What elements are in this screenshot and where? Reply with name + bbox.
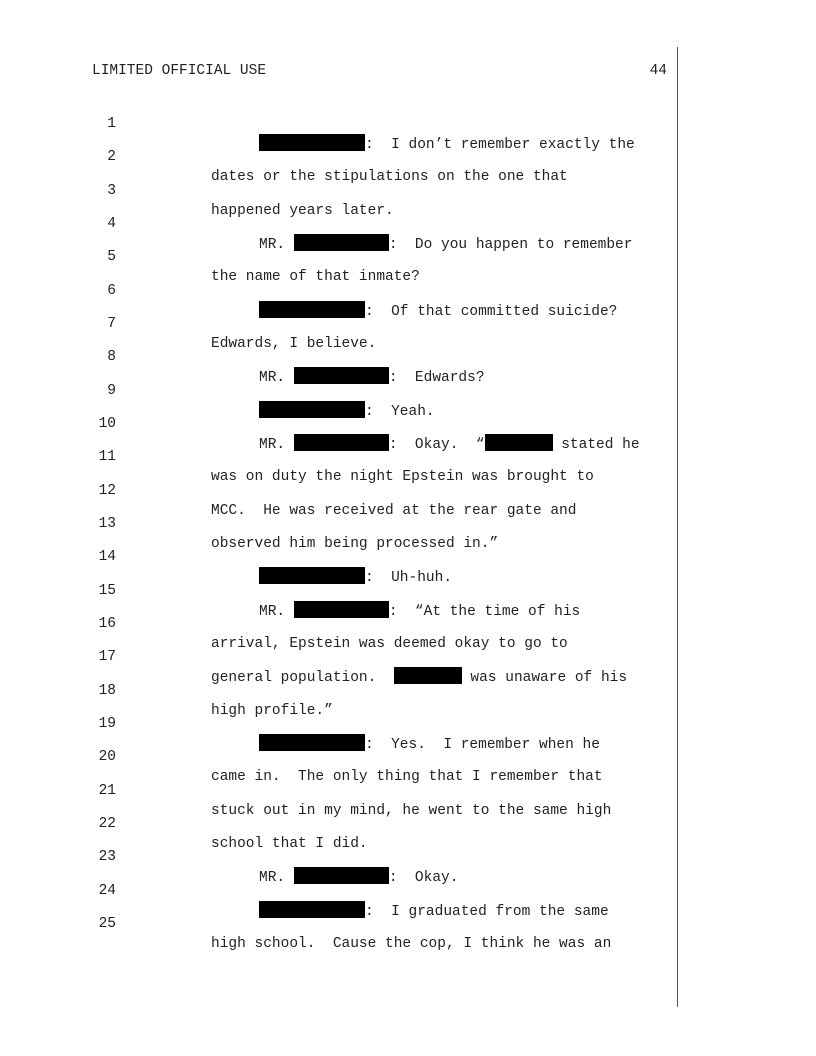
line-text: was on duty the night Epstein was brought to [211, 469, 594, 485]
transcript-line [0, 127, 816, 185]
speech-text: : I graduated from the same [365, 904, 609, 920]
line-number: 13 [98, 516, 116, 532]
speaker-title: MR. [259, 870, 286, 886]
line-number: 16 [98, 616, 116, 632]
transcript-line [0, 94, 816, 153]
speech-text-continued: stated he [552, 437, 640, 453]
speech-text: : Okay. “ [388, 437, 485, 453]
line-text: Edwards, I believe. [211, 336, 377, 352]
speech-text: : Yeah. [365, 404, 435, 420]
speaker-title: MR. [259, 437, 286, 453]
transcript-line [0, 694, 816, 753]
line-number: 20 [98, 749, 116, 765]
line-text: school that I did. [211, 836, 368, 852]
line-number: 17 [98, 649, 116, 665]
line-number: 22 [98, 816, 116, 832]
line-number: 4 [107, 216, 116, 232]
line-number: 9 [107, 383, 116, 399]
transcript-line [0, 727, 816, 785]
line-number: 6 [107, 283, 116, 299]
transcript-line [0, 527, 816, 586]
line-number: 2 [107, 149, 116, 165]
line-number: 12 [98, 483, 116, 499]
line-number: 24 [98, 883, 116, 899]
line-number: 10 [98, 416, 116, 432]
line-number: 1 [107, 116, 116, 132]
transcript-line [0, 327, 816, 386]
line-text: high profile.” [211, 703, 333, 719]
line-number: 8 [107, 349, 116, 365]
transcript-line [0, 827, 816, 886]
line-number: 25 [98, 916, 116, 932]
speech-text: : Of that committed suicide? [365, 304, 618, 320]
line-text: high school. Cause the cop, I think he was an [211, 936, 612, 952]
line-text: happened years later. [211, 203, 394, 219]
transcript-line [0, 161, 816, 219]
line-text: the name of that inmate? [211, 269, 420, 285]
speech-text: : Uh-huh. [365, 570, 453, 586]
transcript-line [0, 227, 816, 285]
line-number: 3 [107, 183, 116, 199]
line-number: 5 [107, 249, 116, 265]
transcript-line [0, 594, 816, 652]
line-number: 14 [98, 549, 116, 565]
line-text: came in. The only thing that I remember that [211, 769, 603, 785]
speaker-title: MR. [259, 604, 286, 620]
transcript-line [0, 761, 816, 819]
line-number: 21 [98, 783, 116, 799]
speaker-title: MR. [259, 370, 286, 386]
line-number: 23 [98, 849, 116, 865]
transcript-line [0, 894, 816, 952]
line-number: 7 [107, 316, 116, 332]
speech-text-continued: was unaware of his [461, 670, 628, 686]
transcript-line [0, 461, 816, 519]
speech-text: : I don’t remember exactly the [365, 137, 635, 153]
line-number: 19 [98, 716, 116, 732]
transcript-line [0, 494, 816, 552]
speech-text: : Okay. [388, 870, 459, 886]
page-number: 44 [649, 63, 667, 79]
speech-text: : “At the time of his [388, 604, 581, 620]
transcript-line [0, 627, 816, 686]
transcript-line [0, 794, 816, 852]
header-classification: LIMITED OFFICIAL USE [92, 63, 267, 79]
line-text: MCC. He was received at the rear gate and [211, 503, 577, 519]
line-text: stuck out in my mind, he went to the same high [211, 803, 612, 819]
speech-text: general population. [211, 670, 394, 686]
page-header [92, 61, 667, 81]
line-number: 11 [98, 449, 116, 465]
transcript-line [0, 294, 816, 352]
line-text: arrival, Epstein was deemed okay to go to [211, 636, 568, 652]
speech-text: : Yes. I remember when he [365, 737, 600, 753]
transcript-line [0, 394, 816, 453]
transcript-line [0, 261, 816, 320]
transcript-line [0, 194, 816, 253]
transcript-line [0, 427, 816, 485]
line-number: 18 [98, 683, 116, 699]
line-text: observed him being processed in.” [211, 536, 499, 552]
speech-text: : Do you happen to remember [388, 237, 633, 253]
transcript-line [0, 661, 816, 719]
transcript-line [0, 561, 816, 620]
transcript-line [0, 361, 816, 420]
speech-text: : Edwards? [388, 370, 485, 386]
line-text: dates or the stipulations on the one that [211, 169, 568, 185]
line-number: 15 [98, 583, 116, 599]
transcript-line [0, 861, 816, 920]
speaker-title: MR. [259, 237, 286, 253]
